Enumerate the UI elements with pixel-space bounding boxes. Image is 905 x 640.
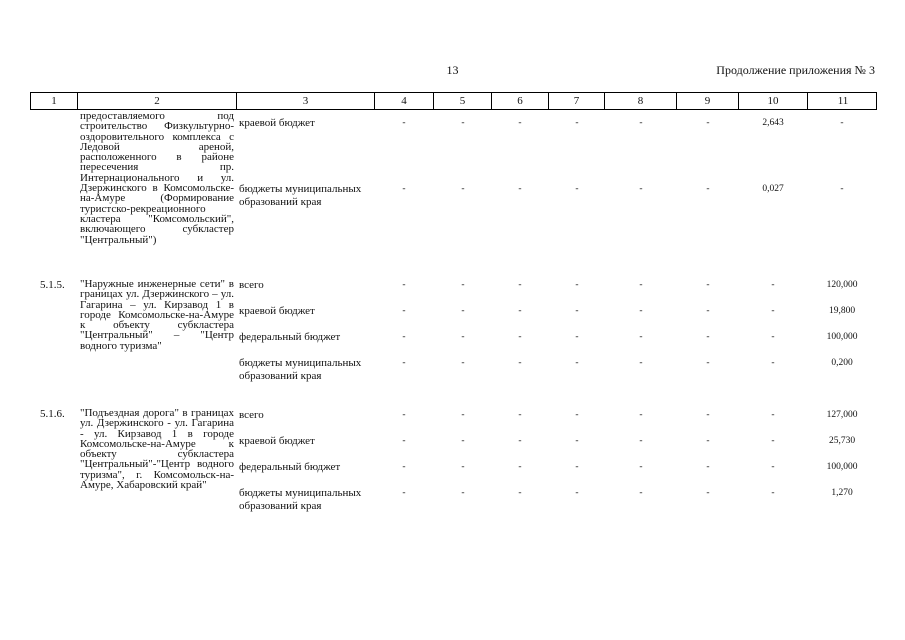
value-cell: 2,643: [762, 118, 784, 128]
row-c-source-1: всего: [239, 409, 264, 421]
value-cell: -: [639, 436, 643, 446]
header-col-6: 6: [492, 93, 549, 109]
value-cell: -: [461, 488, 465, 498]
value-cell: -: [575, 462, 579, 472]
value-cell: -: [461, 118, 465, 128]
header-col-3: 3: [237, 93, 375, 109]
value-cell: -: [402, 488, 406, 498]
value-cell: -: [840, 184, 844, 194]
row-c-source-4: бюджеты муниципальных образований края: [239, 487, 362, 512]
value-cell: -: [639, 410, 643, 420]
value-cell: -: [575, 436, 579, 446]
value-cell: -: [402, 436, 406, 446]
value-cell: -: [402, 280, 406, 290]
value-cell: -: [706, 488, 710, 498]
value-cell: -: [518, 488, 522, 498]
value-cell: -: [639, 332, 643, 342]
value-cell: -: [575, 332, 579, 342]
value-cell: -: [706, 184, 710, 194]
value-cell: -: [518, 118, 522, 128]
value-cell: -: [402, 332, 406, 342]
value-cell: -: [461, 358, 465, 368]
value-cell: -: [461, 332, 465, 342]
value-cell: -: [518, 436, 522, 446]
value-cell: 1,270: [831, 488, 853, 498]
header-col-5: 5: [434, 93, 492, 109]
value-cell: 100,000: [826, 332, 858, 342]
value-cell: -: [706, 410, 710, 420]
value-cell: 127,000: [826, 410, 858, 420]
row-c-source-2: краевой бюджет: [239, 435, 315, 447]
row-c-source-3: федеральный бюджет: [239, 461, 341, 473]
row-a-source-1: краевой бюджет: [239, 117, 315, 129]
header-col-8: 8: [605, 93, 677, 109]
value-cell: -: [575, 488, 579, 498]
header-col-9: 9: [677, 93, 739, 109]
value-cell: -: [771, 332, 775, 342]
row-b-description: "Наружные инженерные сети" в границах ул. Дзержинского – ул. Гагарина – ул. Кирзавод 1 в городе Комсомольске-на-Амуре к объекту субкластера "Центральный" – "Центр водного туризма": [80, 278, 234, 352]
row-b-source-1: всего: [239, 279, 264, 291]
value-cell: -: [639, 280, 643, 290]
value-cell: -: [518, 462, 522, 472]
value-cell: 120,000: [826, 280, 858, 290]
row-c-description: "Подъездная дорога" в границах ул. Дзержинского - ул. Гагарина - ул. Кирзавод 1 в городе Комсомольске-на-Амуре к объекту субкластера "Центральный"-"Центр водного туризма", г. Комсомольск-на-Амуре, Хабаровский край": [80, 407, 234, 492]
value-cell: -: [518, 184, 522, 194]
header-col-4: 4: [375, 93, 434, 109]
value-cell: 0,200: [831, 358, 853, 368]
header-col-7: 7: [549, 93, 605, 109]
row-a-description: предоставляемого под строительство Физкультурно-оздоровительного комплекса с Ледовой ареной, расположенного в районе пересечения пр. Интернационального и ул. Дзержинского в Комсомольске-на-Амуре (Формирование туристско-рекреационного кластера "Комсомольский", включающего субкластер "Центральный"): [80, 110, 234, 246]
value-cell: -: [575, 118, 579, 128]
value-cell: -: [706, 332, 710, 342]
value-cell: -: [461, 410, 465, 420]
value-cell: -: [518, 410, 522, 420]
value-cell: -: [706, 462, 710, 472]
row-b-source-3: федеральный бюджет: [239, 331, 341, 343]
value-cell: -: [771, 436, 775, 446]
value-cell: -: [461, 306, 465, 316]
row-b-number: 5.1.5.: [40, 279, 65, 291]
value-cell: -: [402, 184, 406, 194]
page-number: 13: [446, 63, 459, 77]
value-cell: -: [461, 462, 465, 472]
value-cell: -: [706, 118, 710, 128]
value-cell: -: [771, 488, 775, 498]
row-b-source-2: краевой бюджет: [239, 305, 315, 317]
value-cell: -: [771, 280, 775, 290]
value-cell: -: [771, 410, 775, 420]
value-cell: -: [771, 306, 775, 316]
value-cell: -: [402, 462, 406, 472]
value-cell: -: [402, 410, 406, 420]
value-cell: -: [461, 436, 465, 446]
value-cell: -: [639, 462, 643, 472]
value-cell: -: [575, 358, 579, 368]
header-col-1: 1: [31, 93, 78, 109]
value-cell: -: [518, 358, 522, 368]
value-cell: -: [402, 306, 406, 316]
value-cell: -: [706, 306, 710, 316]
header-col-11: 11: [837, 95, 849, 107]
row-b-source-4: бюджеты муниципальных образований края: [239, 357, 362, 382]
value-cell: -: [639, 118, 643, 128]
value-cell: -: [706, 436, 710, 446]
value-cell: 25,730: [828, 436, 856, 446]
row-a-source-2: бюджеты муниципальных образований края: [239, 183, 362, 208]
value-cell: -: [771, 462, 775, 472]
value-cell: -: [706, 358, 710, 368]
header-col-10: 10: [739, 93, 808, 109]
value-cell: -: [575, 306, 579, 316]
value-cell: -: [840, 118, 844, 128]
value-cell: 100,000: [826, 462, 858, 472]
value-cell: 0,027: [762, 184, 784, 194]
value-cell: -: [639, 306, 643, 316]
value-cell: -: [639, 488, 643, 498]
value-cell: -: [518, 306, 522, 316]
value-cell: 19,800: [828, 306, 856, 316]
value-cell: -: [402, 118, 406, 128]
header-col-2: 2: [78, 93, 237, 109]
table-header-row: [30, 92, 877, 110]
value-cell: -: [575, 410, 579, 420]
value-cell: -: [771, 358, 775, 368]
value-cell: -: [706, 280, 710, 290]
value-cell: -: [639, 184, 643, 194]
value-cell: -: [461, 184, 465, 194]
value-cell: -: [575, 184, 579, 194]
value-cell: -: [402, 358, 406, 368]
row-c-number: 5.1.6.: [40, 408, 65, 420]
appendix-title: Продолжение приложения № 3: [716, 63, 875, 77]
value-cell: -: [639, 358, 643, 368]
value-cell: -: [518, 332, 522, 342]
value-cell: -: [518, 280, 522, 290]
value-cell: -: [461, 280, 465, 290]
value-cell: -: [575, 280, 579, 290]
